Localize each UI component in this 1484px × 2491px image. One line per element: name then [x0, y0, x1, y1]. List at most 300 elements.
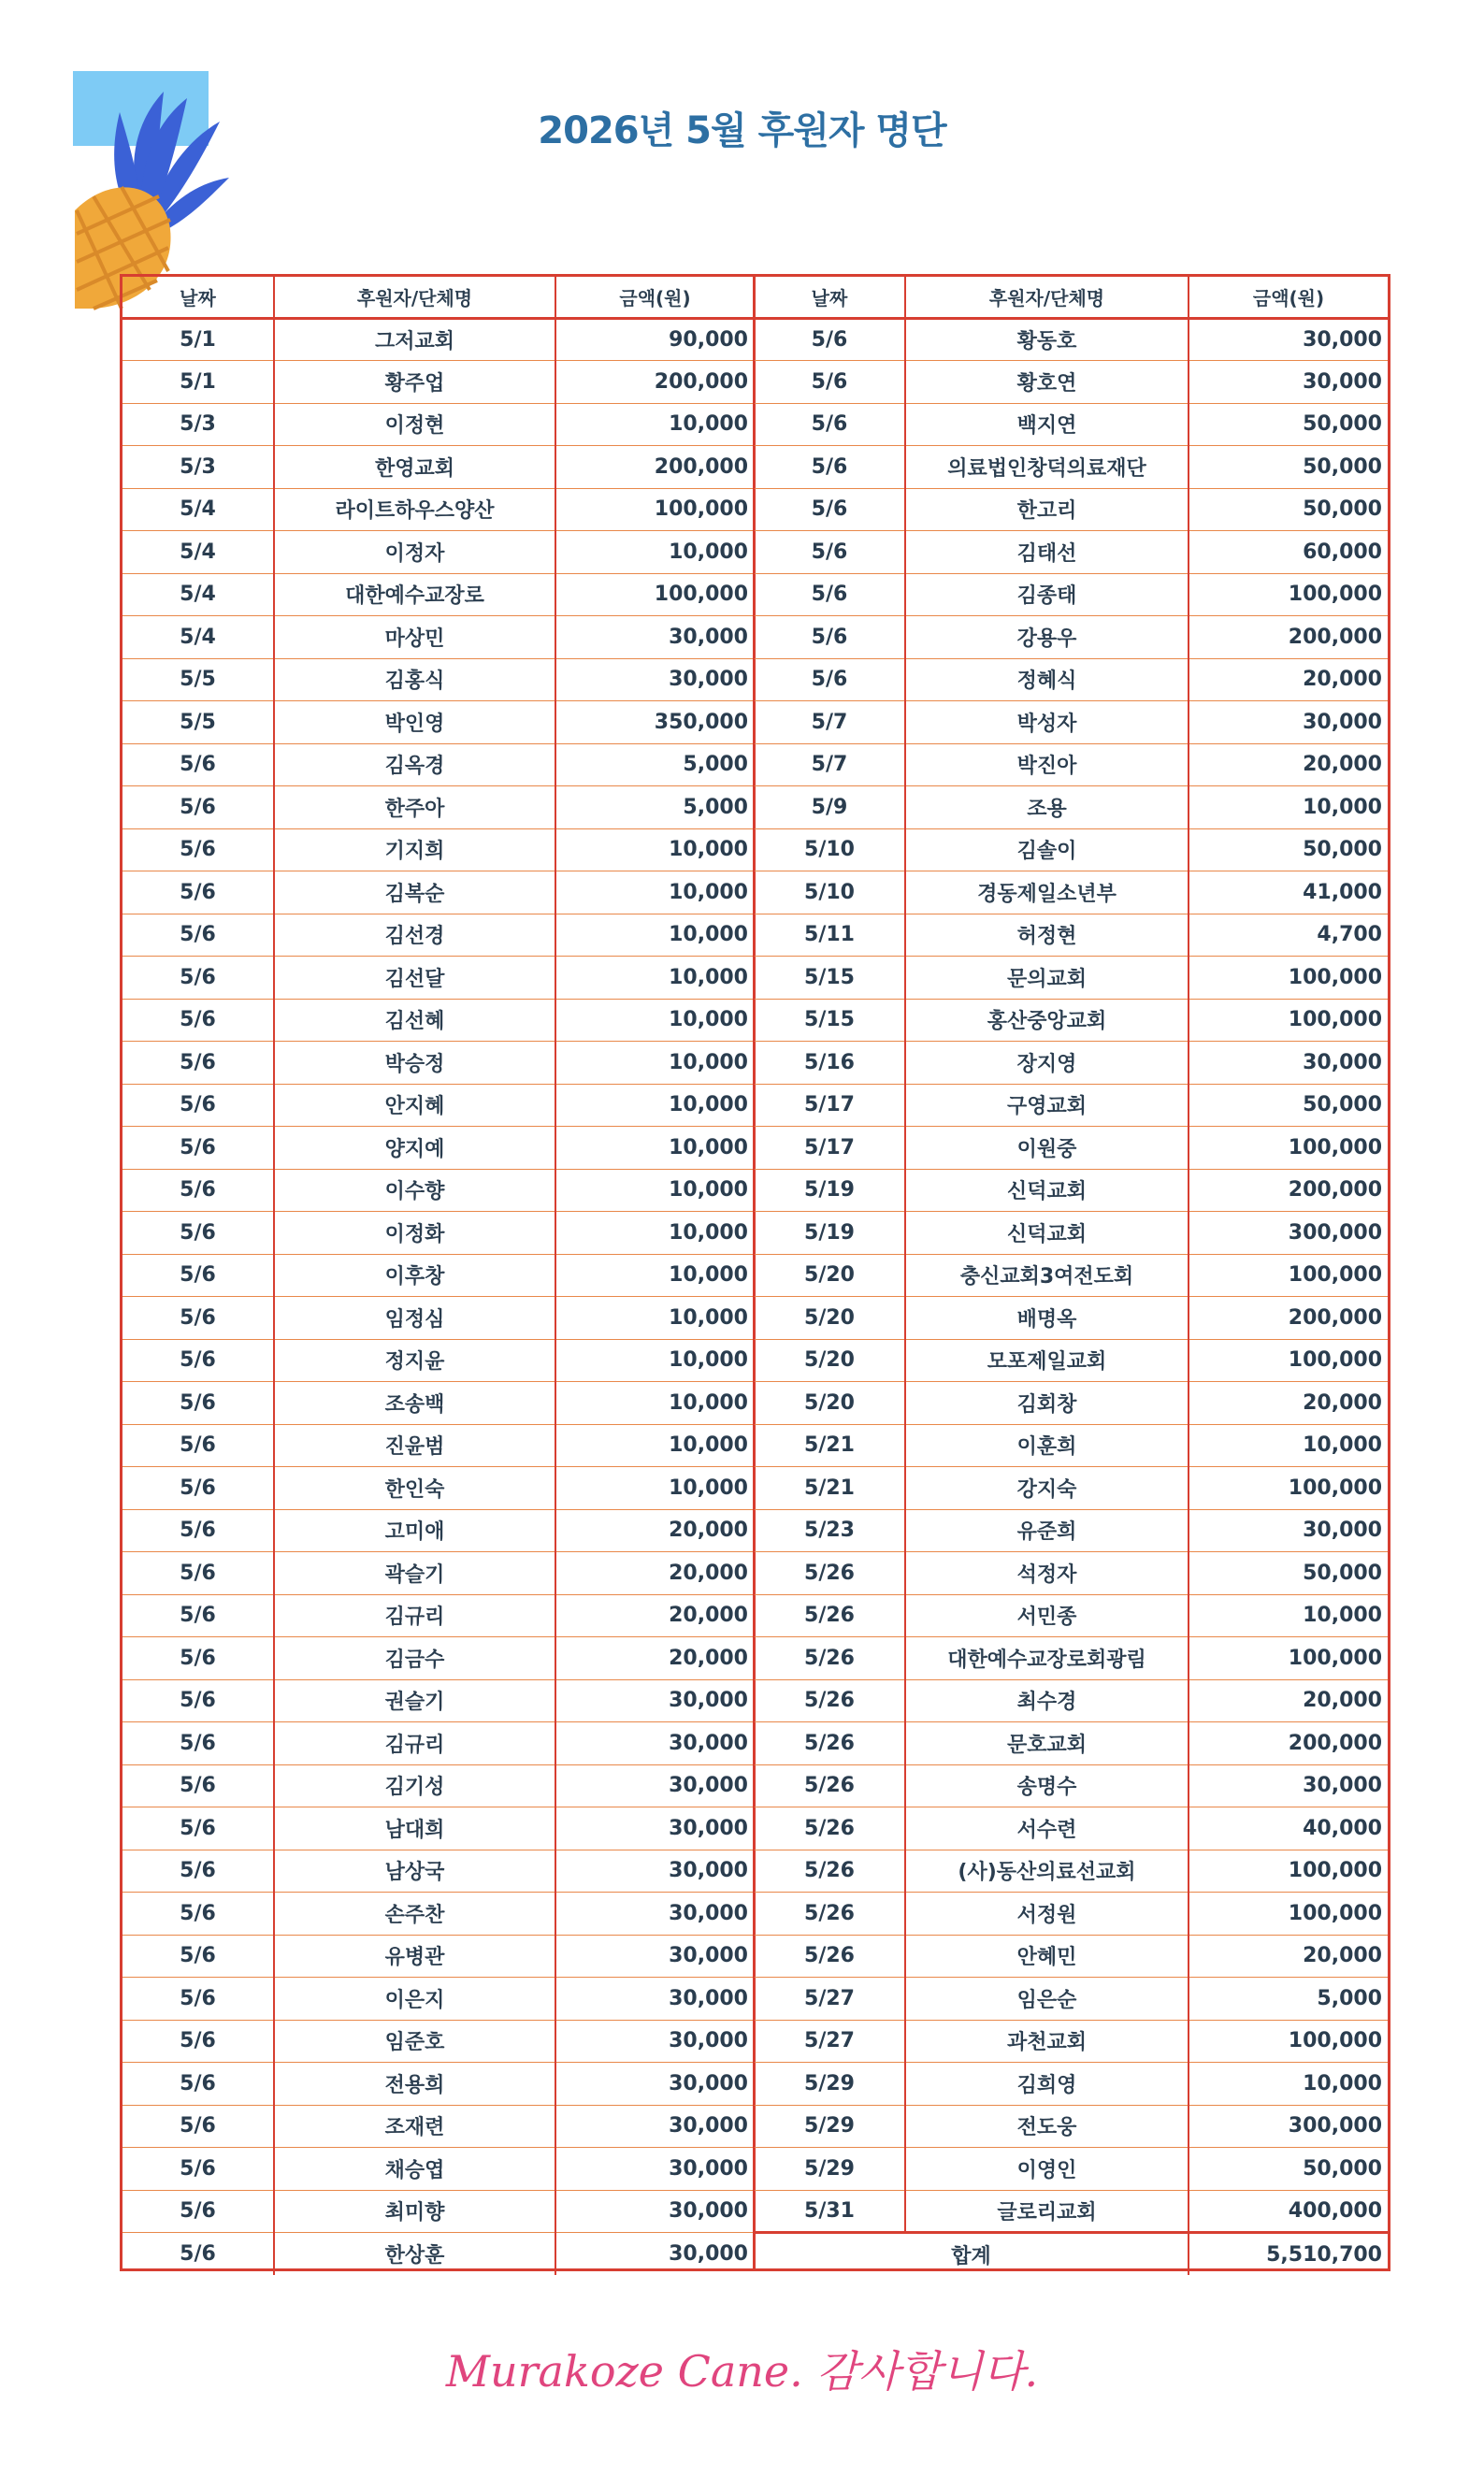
- table-header-row: [122, 277, 754, 318]
- date-cell: 5/1: [122, 361, 274, 404]
- table-row: [122, 957, 754, 1000]
- date-cell: 5/27: [755, 1978, 905, 2021]
- amount-cell: 20,000: [1189, 1382, 1388, 1425]
- date-cell: 5/17: [755, 1127, 905, 1170]
- date-cell: 5/6: [122, 1893, 274, 1936]
- date-cell: 5/6: [755, 488, 905, 531]
- donor-name-cell: 박진아: [905, 743, 1189, 786]
- table-row: [122, 1850, 754, 1893]
- donor-name-cell: 신덕교회: [905, 1169, 1189, 1212]
- table-row: [755, 1084, 1388, 1127]
- amount-cell: 30,000: [1189, 1042, 1388, 1085]
- table-row: [755, 957, 1388, 1000]
- date-cell: 5/6: [122, 999, 274, 1042]
- table-row: [755, 446, 1388, 489]
- amount-cell: 300,000: [1189, 1212, 1388, 1255]
- table-row: [122, 573, 754, 616]
- date-cell: 5/20: [755, 1254, 905, 1297]
- table-row: [122, 871, 754, 914]
- date-cell: 5/6: [122, 1254, 274, 1297]
- thank-you-message: Murakoze Cane. 감사합니다.: [445, 2346, 1039, 2397]
- donor-name-cell: 유준희: [905, 1509, 1189, 1552]
- table-row: [755, 1637, 1388, 1680]
- amount-cell: 30,000: [1189, 318, 1388, 361]
- donor-name-cell: 최미향: [274, 2190, 555, 2233]
- amount-cell: 20,000: [1189, 743, 1388, 786]
- table-row: [755, 1339, 1388, 1382]
- table-row: [755, 1722, 1388, 1765]
- table-row: [122, 1084, 754, 1127]
- table-row: [122, 1509, 754, 1552]
- donor-name-cell: 김태선: [905, 531, 1189, 574]
- donor-name-cell: 구영교회: [905, 1084, 1189, 1127]
- date-cell: 5/6: [755, 318, 905, 361]
- amount-cell: 50,000: [1189, 403, 1388, 446]
- table-row: [755, 1935, 1388, 1978]
- date-cell: 5/6: [122, 1424, 274, 1467]
- donor-table-left: [122, 277, 754, 2275]
- table-row: [122, 1893, 754, 1936]
- table-row: [122, 1935, 754, 1978]
- header-amount: 금액(원): [555, 277, 754, 318]
- pineapple-icon: [0, 0, 243, 318]
- donor-name-cell: 충신교회3여전도회: [905, 1254, 1189, 1297]
- donor-name-cell: 홍산중앙교회: [905, 999, 1189, 1042]
- donor-table-right: [755, 277, 1388, 2275]
- page-title: 2026년 5월 후원자 명단: [538, 109, 946, 152]
- date-cell: 5/7: [755, 743, 905, 786]
- table-row: [122, 999, 754, 1042]
- date-cell: 5/6: [122, 1127, 274, 1170]
- table-row: [755, 2063, 1388, 2106]
- amount-cell: 20,000: [555, 1552, 754, 1595]
- table-row: [122, 1212, 754, 1255]
- amount-cell: 10,000: [1189, 1594, 1388, 1637]
- table-row: [755, 743, 1388, 786]
- date-cell: 5/6: [122, 1169, 274, 1212]
- date-cell: 5/6: [755, 403, 905, 446]
- table-row: [122, 2148, 754, 2191]
- donor-name-cell: 송명수: [905, 1764, 1189, 1807]
- amount-cell: 10,000: [555, 531, 754, 574]
- date-cell: 5/6: [122, 1594, 274, 1637]
- donor-name-cell: 석정자: [905, 1552, 1189, 1595]
- table-row: [755, 914, 1388, 957]
- amount-cell: 300,000: [1189, 2105, 1388, 2148]
- amount-cell: 30,000: [555, 1978, 754, 2021]
- table-row: [755, 1509, 1388, 1552]
- amount-cell: 20,000: [1189, 1935, 1388, 1978]
- table-row: [122, 1552, 754, 1595]
- table-row: [122, 1594, 754, 1637]
- donor-name-cell: 신덕교회: [905, 1212, 1189, 1255]
- donor-name-cell: 고미애: [274, 1509, 555, 1552]
- amount-cell: 30,000: [555, 2148, 754, 2191]
- amount-cell: 30,000: [555, 1722, 754, 1765]
- donor-name-cell: 유병관: [274, 1935, 555, 1978]
- donor-name-cell: 곽슬기: [274, 1552, 555, 1595]
- donor-name-cell: 정혜식: [905, 658, 1189, 701]
- amount-cell: 100,000: [1189, 1893, 1388, 1936]
- table-row: [122, 2233, 754, 2276]
- donor-name-cell: 임은순: [905, 1978, 1189, 2021]
- date-cell: 5/6: [122, 1552, 274, 1595]
- amount-cell: 50,000: [1189, 828, 1388, 871]
- donor-name-cell: 남상국: [274, 1850, 555, 1893]
- table-row: [122, 1297, 754, 1340]
- date-cell: 5/26: [755, 1552, 905, 1595]
- donor-name-cell: 한주아: [274, 786, 555, 829]
- donor-name-cell: 김종태: [905, 573, 1189, 616]
- amount-cell: 10,000: [555, 999, 754, 1042]
- amount-cell: 200,000: [1189, 616, 1388, 659]
- amount-cell: 10,000: [555, 1254, 754, 1297]
- donor-name-cell: 김규리: [274, 1594, 555, 1637]
- donor-name-cell: 기지희: [274, 828, 555, 871]
- date-cell: 5/6: [755, 361, 905, 404]
- table-row: [122, 488, 754, 531]
- amount-cell: 30,000: [555, 2233, 754, 2276]
- table-row: [755, 2148, 1388, 2191]
- table-row: [755, 871, 1388, 914]
- table-row: [122, 403, 754, 446]
- donor-name-cell: 문호교회: [905, 1722, 1189, 1765]
- amount-cell: 10,000: [555, 1169, 754, 1212]
- date-cell: 5/26: [755, 1594, 905, 1637]
- date-cell: 5/26: [755, 1679, 905, 1722]
- table-row: [122, 701, 754, 744]
- donor-name-cell: 이정현: [274, 403, 555, 446]
- amount-cell: 10,000: [555, 828, 754, 871]
- date-cell: 5/21: [755, 1424, 905, 1467]
- table-row: [122, 828, 754, 871]
- header-amount: 금액(원): [1189, 277, 1388, 318]
- date-cell: 5/6: [755, 446, 905, 489]
- amount-cell: 30,000: [1189, 361, 1388, 404]
- donor-name-cell: 박성자: [905, 701, 1189, 744]
- table-row: [122, 1764, 754, 1807]
- donor-name-cell: 진윤범: [274, 1424, 555, 1467]
- table-row: [755, 1978, 1388, 2021]
- table-row: [755, 616, 1388, 659]
- donor-name-cell: 전용희: [274, 2063, 555, 2106]
- date-cell: 5/6: [122, 2063, 274, 2106]
- donor-name-cell: 이영인: [905, 2148, 1189, 2191]
- donor-name-cell: 이후창: [274, 1254, 555, 1297]
- amount-cell: 30,000: [555, 2105, 754, 2148]
- date-cell: 5/6: [122, 1509, 274, 1552]
- date-cell: 5/6: [122, 1467, 274, 1510]
- date-cell: 5/6: [122, 786, 274, 829]
- amount-cell: 20,000: [1189, 1679, 1388, 1722]
- donor-name-cell: 이은지: [274, 1978, 555, 2021]
- total-row: [755, 2233, 1388, 2276]
- table-row: [755, 403, 1388, 446]
- table-row: [122, 1382, 754, 1425]
- donor-name-cell: 강지숙: [905, 1467, 1189, 1510]
- date-cell: 5/3: [122, 446, 274, 489]
- donor-name-cell: 문의교회: [905, 957, 1189, 1000]
- amount-cell: 30,000: [555, 616, 754, 659]
- table-row: [755, 999, 1388, 1042]
- date-cell: 5/19: [755, 1212, 905, 1255]
- donor-name-cell: 안지혜: [274, 1084, 555, 1127]
- donor-name-cell: 경동제일소년부: [905, 871, 1189, 914]
- amount-cell: 100,000: [1189, 999, 1388, 1042]
- table-row: [755, 1850, 1388, 1893]
- amount-cell: 100,000: [1189, 573, 1388, 616]
- amount-cell: 100,000: [555, 488, 754, 531]
- date-cell: 5/29: [755, 2063, 905, 2106]
- table-row: [755, 1807, 1388, 1850]
- header-name: 후원자/단체명: [274, 277, 555, 318]
- table-row: [755, 531, 1388, 574]
- amount-cell: 50,000: [1189, 488, 1388, 531]
- amount-cell: 10,000: [1189, 2063, 1388, 2106]
- donor-name-cell: (사)동산의료선교회: [905, 1850, 1189, 1893]
- table-row: [755, 1424, 1388, 1467]
- table-row: [122, 1042, 754, 1085]
- amount-cell: 30,000: [1189, 1764, 1388, 1807]
- amount-cell: 40,000: [1189, 1807, 1388, 1850]
- total-amount: 5,510,700: [1189, 2233, 1388, 2276]
- date-cell: 5/10: [755, 828, 905, 871]
- amount-cell: 10,000: [555, 1297, 754, 1340]
- date-cell: 5/6: [122, 1764, 274, 1807]
- amount-cell: 100,000: [1189, 1254, 1388, 1297]
- date-cell: 5/29: [755, 2105, 905, 2148]
- table-row: [122, 318, 754, 361]
- amount-cell: 350,000: [555, 701, 754, 744]
- donor-name-cell: 이정자: [274, 531, 555, 574]
- table-row: [122, 2063, 754, 2106]
- table-row: [755, 1679, 1388, 1722]
- amount-cell: 10,000: [555, 1424, 754, 1467]
- table-row: [755, 2105, 1388, 2148]
- date-cell: 5/6: [122, 828, 274, 871]
- date-cell: 5/6: [122, 2020, 274, 2063]
- amount-cell: 20,000: [555, 1509, 754, 1552]
- date-cell: 5/10: [755, 871, 905, 914]
- table-row: [755, 573, 1388, 616]
- date-cell: 5/6: [122, 2190, 274, 2233]
- date-cell: 5/20: [755, 1297, 905, 1340]
- donor-name-cell: 남대희: [274, 1807, 555, 1850]
- amount-cell: 41,000: [1189, 871, 1388, 914]
- table-row: [755, 2190, 1388, 2233]
- table-row: [122, 531, 754, 574]
- amount-cell: 10,000: [555, 871, 754, 914]
- date-cell: 5/16: [755, 1042, 905, 1085]
- amount-cell: 10,000: [555, 1127, 754, 1170]
- date-cell: 5/20: [755, 1339, 905, 1382]
- amount-cell: 30,000: [555, 1764, 754, 1807]
- date-cell: 5/15: [755, 957, 905, 1000]
- table-row: [122, 786, 754, 829]
- table-row: [755, 1169, 1388, 1212]
- table-row: [755, 1212, 1388, 1255]
- amount-cell: 30,000: [555, 1850, 754, 1893]
- table-row: [122, 1722, 754, 1765]
- donor-name-cell: 이원중: [905, 1127, 1189, 1170]
- donor-name-cell: 김금수: [274, 1637, 555, 1680]
- table-row: [755, 1594, 1388, 1637]
- date-cell: 5/6: [122, 1297, 274, 1340]
- donor-name-cell: 마상민: [274, 616, 555, 659]
- table-row: [755, 701, 1388, 744]
- table-row: [122, 1679, 754, 1722]
- table-row: [122, 914, 754, 957]
- amount-cell: 200,000: [555, 361, 754, 404]
- donor-name-cell: 김규리: [274, 1722, 555, 1765]
- donor-name-cell: 황동호: [905, 318, 1189, 361]
- donor-name-cell: 김옥경: [274, 743, 555, 786]
- date-cell: 5/6: [122, 1339, 274, 1382]
- amount-cell: 100,000: [1189, 1339, 1388, 1382]
- donor-name-cell: 글로리교회: [905, 2190, 1189, 2233]
- amount-cell: 20,000: [1189, 658, 1388, 701]
- amount-cell: 10,000: [555, 1339, 754, 1382]
- amount-cell: 10,000: [555, 1212, 754, 1255]
- table-row: [755, 1297, 1388, 1340]
- donor-name-cell: 이수향: [274, 1169, 555, 1212]
- date-cell: 5/4: [122, 616, 274, 659]
- donor-name-cell: 전도웅: [905, 2105, 1189, 2148]
- date-cell: 5/26: [755, 1935, 905, 1978]
- amount-cell: 30,000: [555, 658, 754, 701]
- amount-cell: 100,000: [1189, 1467, 1388, 1510]
- date-cell: 5/6: [122, 1382, 274, 1425]
- table-row: [755, 488, 1388, 531]
- table-header-row: [755, 277, 1388, 318]
- table-row: [755, 1382, 1388, 1425]
- donor-name-cell: 권슬기: [274, 1679, 555, 1722]
- date-cell: 5/6: [122, 1637, 274, 1680]
- date-cell: 5/6: [122, 2148, 274, 2191]
- table-row: [122, 1467, 754, 1510]
- donor-name-cell: 김희영: [905, 2063, 1189, 2106]
- amount-cell: 400,000: [1189, 2190, 1388, 2233]
- table-row: [755, 786, 1388, 829]
- date-cell: 5/31: [755, 2190, 905, 2233]
- amount-cell: 60,000: [1189, 531, 1388, 574]
- date-cell: 5/4: [122, 573, 274, 616]
- donor-name-cell: 김솔이: [905, 828, 1189, 871]
- amount-cell: 50,000: [1189, 1084, 1388, 1127]
- date-cell: 5/29: [755, 2148, 905, 2191]
- amount-cell: 30,000: [1189, 701, 1388, 744]
- table-row: [122, 1127, 754, 1170]
- donor-name-cell: 그저교회: [274, 318, 555, 361]
- donor-name-cell: 한상훈: [274, 2233, 555, 2276]
- date-cell: 5/26: [755, 1637, 905, 1680]
- donor-name-cell: 임정심: [274, 1297, 555, 1340]
- date-cell: 5/5: [122, 701, 274, 744]
- table-row: [122, 616, 754, 659]
- amount-cell: 20,000: [555, 1594, 754, 1637]
- date-cell: 5/6: [122, 1042, 274, 1085]
- date-cell: 5/6: [122, 743, 274, 786]
- donor-name-cell: 김회창: [905, 1382, 1189, 1425]
- date-cell: 5/6: [122, 1807, 274, 1850]
- table-row: [755, 1127, 1388, 1170]
- amount-cell: 4,700: [1189, 914, 1388, 957]
- donor-name-cell: 임준호: [274, 2020, 555, 2063]
- donor-name-cell: 강용우: [905, 616, 1189, 659]
- amount-cell: 10,000: [555, 1382, 754, 1425]
- donor-name-cell: 김선경: [274, 914, 555, 957]
- amount-cell: 30,000: [555, 2020, 754, 2063]
- date-cell: 5/6: [180, 2242, 216, 2266]
- donor-tables: [120, 274, 1390, 2271]
- donor-name-cell: 김기성: [274, 1764, 555, 1807]
- date-cell: 5/6: [755, 658, 905, 701]
- donor-name-cell: 배명옥: [905, 1297, 1189, 1340]
- amount-cell: 10,000: [555, 914, 754, 957]
- amount-cell: 10,000: [555, 957, 754, 1000]
- donor-name-cell: 손주찬: [274, 1893, 555, 1936]
- date-cell: 5/26: [755, 1893, 905, 1936]
- date-cell: 5/6: [122, 1978, 274, 2021]
- table-row: [755, 1764, 1388, 1807]
- date-cell: 5/3: [122, 403, 274, 446]
- amount-cell: 200,000: [1189, 1169, 1388, 1212]
- table-row: [755, 2020, 1388, 2063]
- date-cell: 5/21: [755, 1467, 905, 1510]
- date-cell: 5/26: [755, 1850, 905, 1893]
- amount-cell: 200,000: [1189, 1722, 1388, 1765]
- amount-cell: 30,000: [555, 1679, 754, 1722]
- donor-name-cell: 김선혜: [274, 999, 555, 1042]
- donor-name-cell: 의료법인창덕의료재단: [905, 446, 1189, 489]
- table-row: [755, 361, 1388, 404]
- date-cell: 5/6: [122, 1212, 274, 1255]
- donor-name-cell: 조용: [905, 786, 1189, 829]
- donor-name-cell: 대한예수교장로회광림: [905, 1637, 1189, 1680]
- amount-cell: 10,000: [555, 1084, 754, 1127]
- donor-name-cell: 한인숙: [274, 1467, 555, 1510]
- date-cell: 5/6: [122, 1084, 274, 1127]
- donor-name-cell: 안혜민: [905, 1935, 1189, 1978]
- table-row: [122, 1424, 754, 1467]
- donor-name-cell: 김홍식: [274, 658, 555, 701]
- date-cell: 5/26: [755, 1807, 905, 1850]
- donor-name-cell: 한고리: [905, 488, 1189, 531]
- date-cell: 5/6: [122, 2105, 274, 2148]
- donor-name-cell: 백지연: [905, 403, 1189, 446]
- amount-cell: 30,000: [555, 2063, 754, 2106]
- date-cell: 5/23: [755, 1509, 905, 1552]
- total-label: 합계: [755, 2233, 1189, 2276]
- amount-cell: 100,000: [555, 573, 754, 616]
- donor-name-cell: 서정원: [905, 1893, 1189, 1936]
- amount-cell: 200,000: [555, 446, 754, 489]
- amount-cell: 10,000: [1189, 1424, 1388, 1467]
- table-row: [122, 743, 754, 786]
- donor-name-cell: 박인영: [274, 701, 555, 744]
- date-cell: 5/6: [122, 914, 274, 957]
- table-row: [122, 658, 754, 701]
- amount-cell: 10,000: [555, 1467, 754, 1510]
- amount-cell: 50,000: [1189, 2148, 1388, 2191]
- donor-name-cell: 양지예: [274, 1127, 555, 1170]
- date-cell: 5/6: [755, 531, 905, 574]
- amount-cell: 30,000: [1189, 1509, 1388, 1552]
- table-row: [122, 2020, 754, 2063]
- header-date: 날짜: [122, 277, 274, 318]
- donor-name-cell: 조재련: [274, 2105, 555, 2148]
- donor-name-cell: 대한예수교장로: [274, 573, 555, 616]
